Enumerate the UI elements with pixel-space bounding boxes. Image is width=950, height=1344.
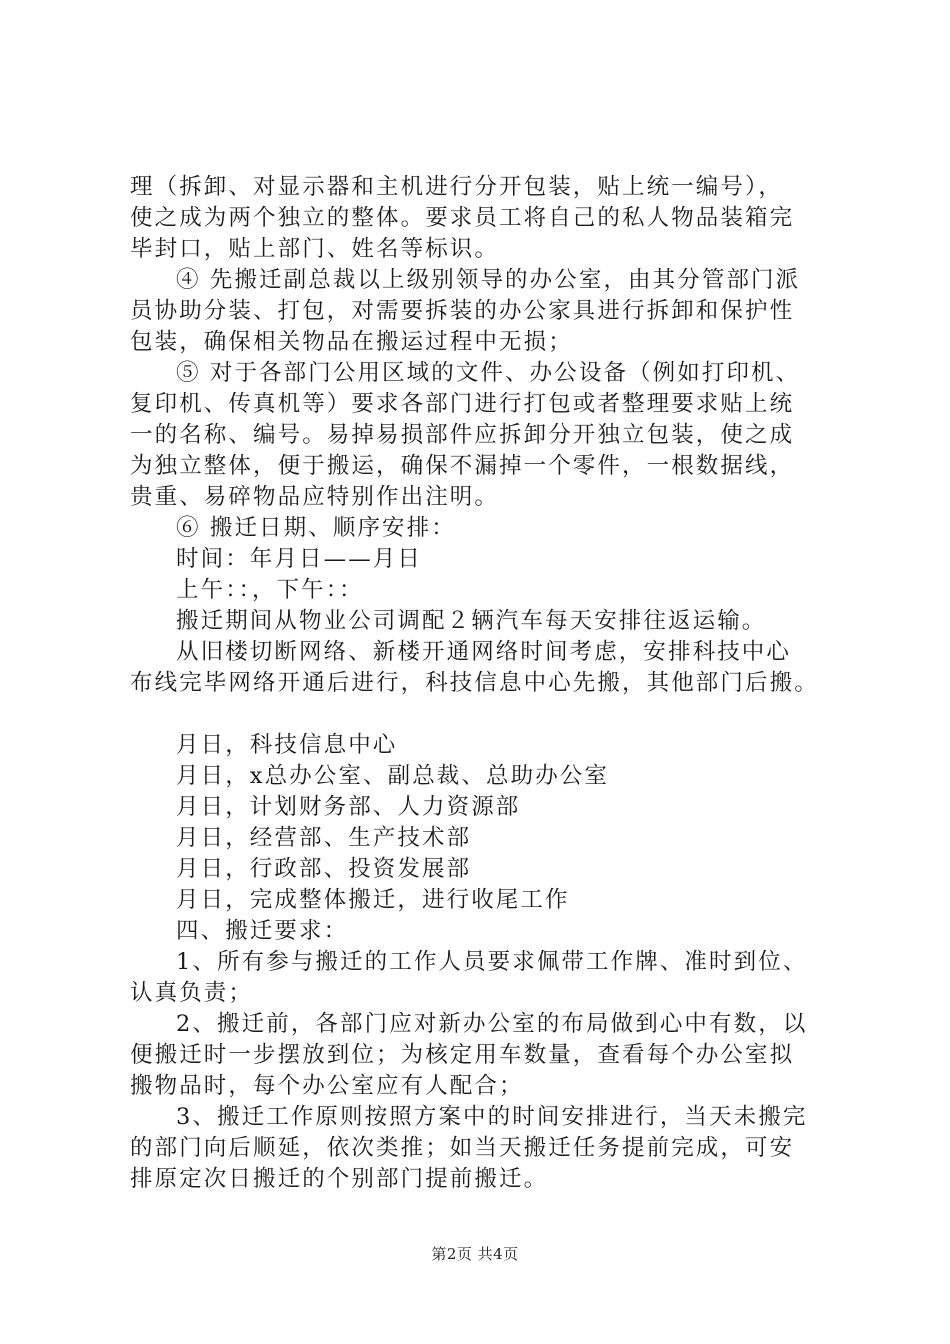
schedule-item: 月日，x总办公室、副总裁、总助办公室 xyxy=(176,763,609,789)
paragraph-item-4: ④ 先搬迁副总裁以上级别领导的办公室，由其分管部门派 xyxy=(176,267,801,293)
schedule-item: 月日，科技信息中心 xyxy=(176,732,398,758)
text-line: 包装，确保相关物品在搬运过程中无损； xyxy=(130,329,573,355)
vehicle-arrangement: 搬迁期间从物业公司调配２辆汽车每天安排往返运输。 xyxy=(176,608,767,634)
text-line: 一的名称、编号。易掉易损部件应拆卸分开独立包装，使之成 xyxy=(130,422,795,448)
text-line: 布线完毕网络开通后进行，科技信息中心先搬，其他部门后搬。 xyxy=(130,670,819,696)
schedule-time: 时间：年月日——月日 xyxy=(176,546,423,572)
document-body xyxy=(130,172,830,1195)
text-line: 毕封口，贴上部门、姓名等标识。 xyxy=(130,236,500,262)
text-line: 为独立整体，便于搬运，确保不漏掉一个零件，一根数据线， xyxy=(130,453,795,479)
page-number-footer: 第2页 共4页 xyxy=(431,1245,519,1263)
text-line: 的部门向后顺延，依次类推；如当天搬迁任务提前完成，可安 xyxy=(130,1135,795,1161)
requirement-3: 3、搬迁工作原则按照方案中的时间安排进行，当天未搬完 xyxy=(176,1104,808,1130)
network-consideration: 从旧楼切断网络、新楼开通网络时间考虑，安排科技中心 xyxy=(176,639,792,665)
requirement-1: 1、所有参与搬迁的工作人员要求佩带工作牌、准时到位、 xyxy=(176,949,808,975)
schedule-item: 月日，完成整体搬迁，进行收尾工作 xyxy=(176,887,570,913)
requirement-2: 2、搬迁前，各部门应对新办公室的布局做到心中有数，以 xyxy=(176,1011,808,1037)
schedule-item: 月日，行政部、投资发展部 xyxy=(176,856,472,882)
text-line: 使之成为两个独立的整体。要求员工将自己的私人物品装箱完 xyxy=(130,205,795,231)
paragraph-item-5: ⑤ 对于各部门公用区域的文件、办公设备（例如打印机、 xyxy=(176,360,801,386)
text-line: 贵重、易碎物品应特别作出注明。 xyxy=(130,484,500,510)
text-line: 理（拆卸、对显示器和主机进行分开包装，贴上统一编号）， xyxy=(130,174,783,200)
text-line: 员协助分装、打包，对需要拆装的办公家具进行拆卸和保护性 xyxy=(130,298,795,324)
schedule-item: 月日，计划财务部、人力资源部 xyxy=(176,794,521,820)
text-line: 便搬迁时一步摆放到位；为核定用车数量，查看每个办公室拟 xyxy=(130,1042,795,1068)
paragraph-item-6: ⑥ 搬迁日期、顺序安排： xyxy=(176,515,456,541)
section-heading: 四、搬迁要求： xyxy=(176,918,349,944)
text-line: 认真负责； xyxy=(130,980,254,1006)
text-line: 复印机、传真机等）要求各部门进行打包或者整理要求贴上统 xyxy=(130,391,795,417)
text-line: 搬物品时，每个办公室应有人配合； xyxy=(130,1073,524,1099)
text-line: 排原定次日搬迁的个别部门提前搬迁。 xyxy=(130,1166,549,1192)
blank-line xyxy=(130,699,830,730)
schedule-item: 月日，经营部、生产技术部 xyxy=(176,825,472,851)
schedule-hours: 上午：：，下午：： xyxy=(176,577,364,603)
